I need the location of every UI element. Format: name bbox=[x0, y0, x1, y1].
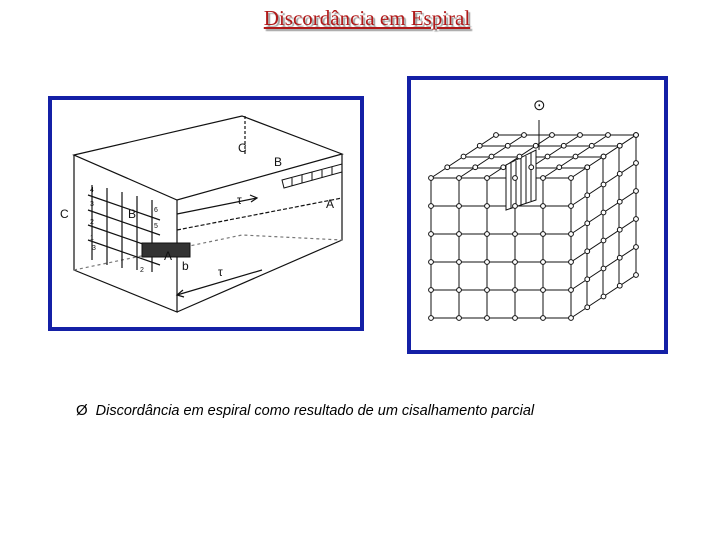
label-b-inner: B bbox=[128, 207, 137, 221]
lattice-node bbox=[561, 143, 566, 148]
lattice-node bbox=[494, 133, 499, 138]
lattice-node bbox=[601, 154, 606, 159]
lattice-node bbox=[606, 133, 611, 138]
lattice-node bbox=[634, 189, 639, 194]
lattice-node bbox=[573, 154, 578, 159]
lattice-node bbox=[569, 204, 574, 209]
lattice-number: 2 bbox=[140, 267, 144, 274]
lattice-node bbox=[541, 288, 546, 293]
lattice-node bbox=[513, 176, 518, 181]
lattice-node bbox=[569, 232, 574, 237]
lattice-node bbox=[585, 305, 590, 310]
lattice-node bbox=[473, 165, 478, 170]
lattice-node bbox=[601, 210, 606, 215]
lattice-number: 6 bbox=[154, 207, 158, 214]
lattice-node bbox=[617, 283, 622, 288]
lattice-node bbox=[477, 143, 482, 148]
lattice-node bbox=[578, 133, 583, 138]
bullet-text: Discordância em espiral como resultado de um cisalhamento parcial bbox=[95, 403, 535, 419]
lattice-node bbox=[457, 260, 462, 265]
lattice-node bbox=[601, 266, 606, 271]
lattice-node bbox=[601, 238, 606, 243]
lattice-node bbox=[601, 182, 606, 187]
lattice-node bbox=[513, 260, 518, 265]
lattice-node bbox=[429, 288, 434, 293]
lattice-node bbox=[634, 273, 639, 278]
lattice-node bbox=[585, 277, 590, 282]
lattice-node bbox=[634, 161, 639, 166]
lattice-node bbox=[445, 165, 450, 170]
lattice-node bbox=[617, 199, 622, 204]
lattice-node bbox=[569, 176, 574, 181]
label-tau-top: τ bbox=[237, 193, 242, 207]
lattice-node bbox=[457, 204, 462, 209]
lattice-node bbox=[457, 288, 462, 293]
lattice-node bbox=[617, 143, 622, 148]
lattice-node bbox=[501, 165, 506, 170]
lattice-number: 3 bbox=[92, 245, 96, 252]
label-a-bottom: A bbox=[164, 249, 173, 263]
lattice-node bbox=[541, 204, 546, 209]
lattice-node bbox=[550, 133, 555, 138]
lattice-node bbox=[529, 165, 534, 170]
lattice-node bbox=[485, 288, 490, 293]
lattice-node bbox=[617, 171, 622, 176]
lattice-node bbox=[429, 204, 434, 209]
lattice-node bbox=[557, 165, 562, 170]
lattice-node bbox=[513, 204, 518, 209]
lattice-node bbox=[634, 217, 639, 222]
lattice-node bbox=[601, 294, 606, 299]
lattice-node bbox=[533, 143, 538, 148]
lattice-number: 1 bbox=[90, 235, 94, 242]
bullet-item bbox=[76, 402, 534, 419]
lattice-number: 5 bbox=[154, 223, 158, 230]
lattice-node bbox=[541, 316, 546, 321]
lattice-node bbox=[485, 232, 490, 237]
lattice-node bbox=[541, 176, 546, 181]
lattice-node bbox=[569, 316, 574, 321]
lattice-node bbox=[461, 154, 466, 159]
label-a-right: A bbox=[326, 197, 335, 211]
lattice-node bbox=[485, 176, 490, 181]
label-b-top: B bbox=[274, 155, 283, 169]
slide-title: Discordância em Espiral bbox=[263, 6, 471, 30]
lattice-node bbox=[585, 249, 590, 254]
lattice-number: 2 bbox=[90, 219, 94, 226]
lattice-node bbox=[485, 316, 490, 321]
block-diagram bbox=[52, 100, 360, 327]
figure-screw-dislocation-block bbox=[48, 96, 364, 331]
lattice-node bbox=[457, 316, 462, 321]
lattice-node bbox=[634, 245, 639, 250]
lattice-node bbox=[541, 260, 546, 265]
label-tau-bottom: τ bbox=[218, 265, 223, 279]
lattice-node bbox=[522, 133, 527, 138]
label-b-vector: b bbox=[182, 259, 189, 273]
lattice-node bbox=[513, 232, 518, 237]
label-c-left: C bbox=[60, 207, 69, 221]
lattice-node bbox=[485, 260, 490, 265]
lattice-node bbox=[485, 204, 490, 209]
lattice-node bbox=[429, 176, 434, 181]
lattice-node bbox=[513, 316, 518, 321]
lattice-node bbox=[457, 232, 462, 237]
lattice-number: 3 bbox=[90, 201, 94, 208]
lattice-node bbox=[589, 143, 594, 148]
lattice-node bbox=[429, 232, 434, 237]
bullet-arrow-icon: Ø bbox=[76, 402, 88, 419]
lattice-node bbox=[585, 221, 590, 226]
lattice-node bbox=[617, 227, 622, 232]
lattice-node bbox=[585, 193, 590, 198]
lattice-node bbox=[429, 316, 434, 321]
lattice-node bbox=[585, 165, 590, 170]
lattice-node bbox=[505, 143, 510, 148]
lattice-number: 4 bbox=[90, 187, 94, 194]
figure-lattice-cube bbox=[407, 76, 668, 354]
lattice-node bbox=[545, 154, 550, 159]
lattice-node bbox=[513, 288, 518, 293]
lattice-node bbox=[457, 176, 462, 181]
lattice-node bbox=[517, 154, 522, 159]
label-c-top: C bbox=[238, 141, 247, 155]
lattice-node bbox=[634, 133, 639, 138]
lattice-node bbox=[569, 260, 574, 265]
lattice-diagram bbox=[411, 80, 664, 350]
lattice-node bbox=[429, 260, 434, 265]
lattice-node bbox=[489, 154, 494, 159]
lattice-node bbox=[617, 255, 622, 260]
lattice-node bbox=[569, 288, 574, 293]
axis-symbol: ⊙ bbox=[533, 97, 546, 114]
lattice-node bbox=[541, 232, 546, 237]
